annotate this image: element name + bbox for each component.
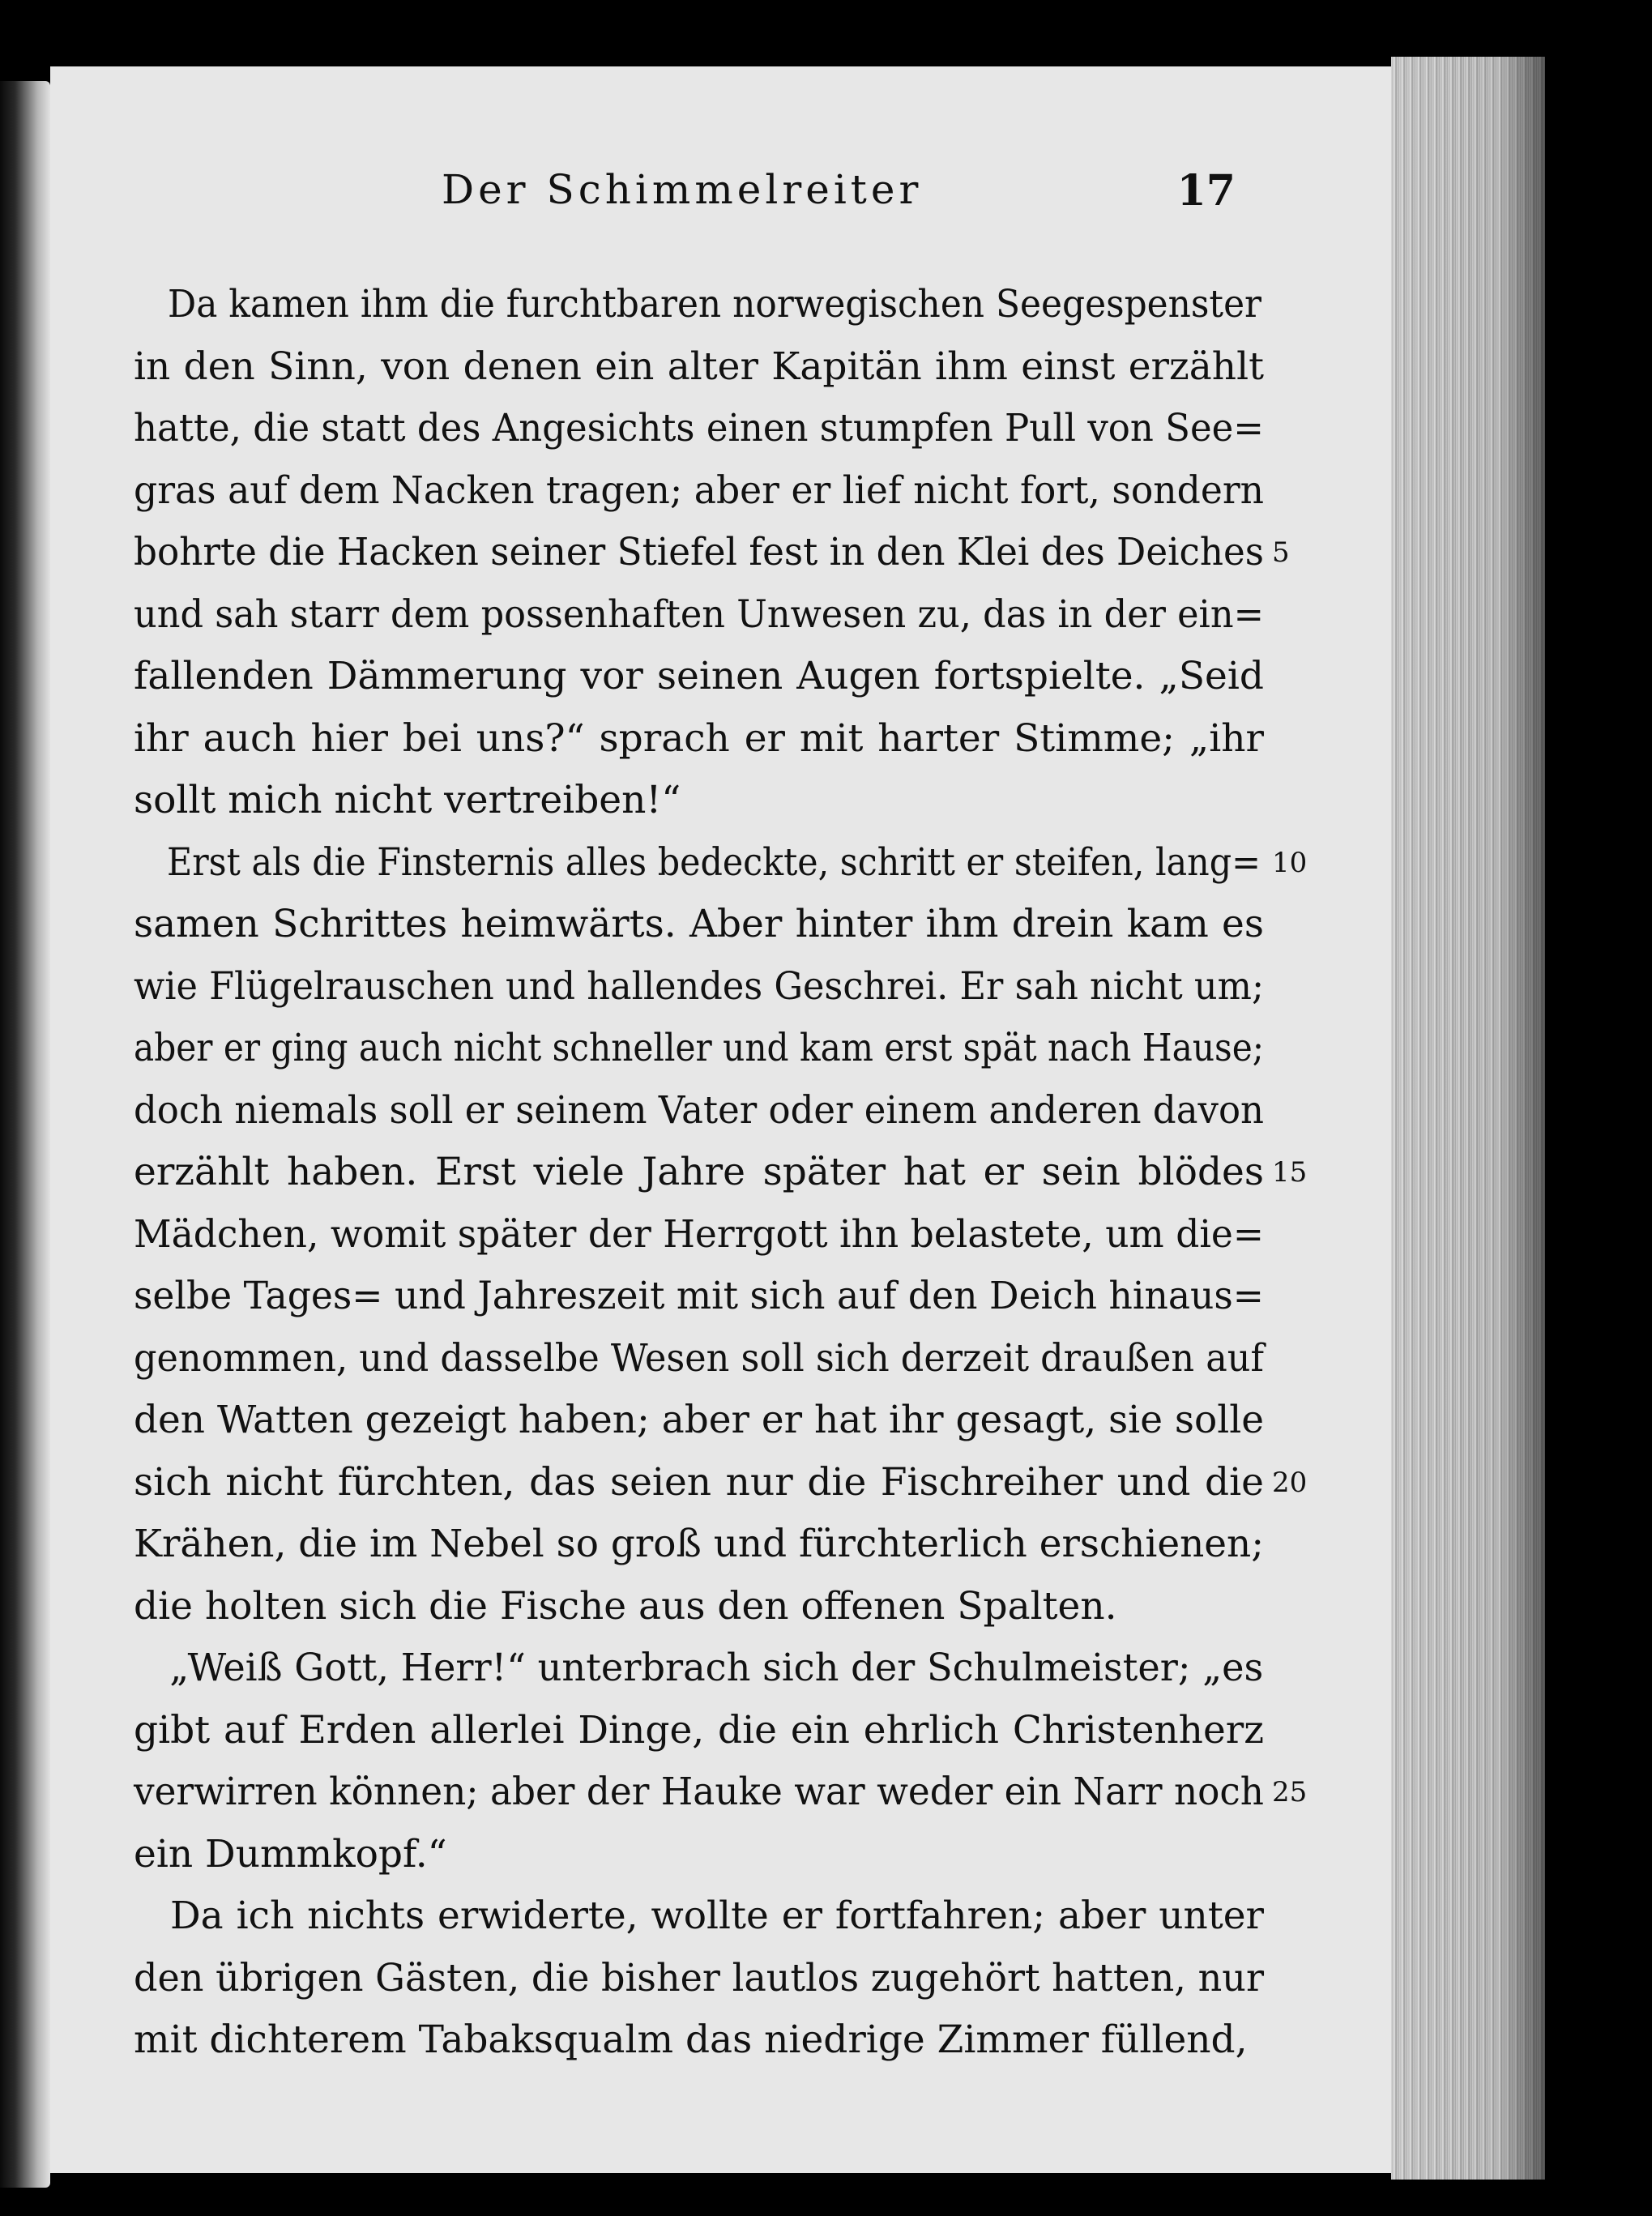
body-text [134,274,1308,2072]
line-number: 25 [1272,1776,1308,1808]
text-line [134,894,1264,956]
line-text: samen Schrittes heimwärts. Aber hinter ihm drein kam es [134,902,1264,946]
text-line [134,1885,1264,1948]
line-text: hatte, die statt des Angesichts einen stumpfen Pull von See= [134,406,1264,450]
text-line [134,832,1264,895]
line-text: Da kamen ihm die furchtbaren norwegischen Seegespenster [168,282,1262,327]
text-line [134,1266,1264,1328]
text-line [134,1452,1264,1514]
text-line [134,522,1264,584]
line-number: 15 [1272,1156,1308,1189]
page-block-edge [1391,57,1545,2180]
text-line [134,1328,1264,1390]
line-text: selbe Tages= und Jahreszeit mit sich auf den Deich hinaus= [134,1274,1264,1318]
line-text: doch niemals soll er seinem Vater oder einem anderen davon [134,1087,1264,1133]
text-line [134,1637,1264,1700]
text-line [134,398,1264,460]
page-header [442,166,1236,231]
line-text: erzählt haben. Erst viele Jahre später hat er sein blödes [134,1150,1264,1194]
text-line [134,1390,1264,1452]
text-line [134,336,1264,399]
line-text: verwirren können; aber der Hauke war weder ein Narr noch [134,1770,1264,1814]
line-text: in den Sinn, von denen ein alter Kapitän ihm einst erzählt [134,344,1264,389]
line-text: den Watten gezeigt haben; aber er hat ihr gesagt, sie solle [134,1398,1264,1442]
line-text: mit dichterem Tabaksqualm das niedrige Zimmer füllend, [134,2017,1248,2062]
line-text: „Weiß Gott, Herr!“ unterbrach sich der Schulmeister; „es [169,1646,1264,1690]
text-line [134,1080,1264,1142]
text-line [134,1142,1264,1204]
text-line [134,646,1264,708]
line-text: Mädchen, womit später der Herrgott ihn belastete, um die= [134,1211,1264,1257]
line-text: Erst als die Finsternis alles bedeckte, schritt er steifen, lang= [166,839,1261,885]
text-line [134,1576,1264,1638]
line-text: aber er ging auch nicht schneller und kam erst spät nach Hause; [134,1026,1264,1070]
text-line [134,956,1264,1018]
line-text: gibt auf Erden allerlei Dinge, die ein ehrlich Christenherz [134,1707,1264,1753]
text-line [134,1514,1264,1576]
line-number: 5 [1272,536,1290,569]
line-number: 20 [1272,1466,1308,1499]
line-text: Krähen, die im Nebel so groß und fürchterlich erschienen; [134,1522,1264,1566]
line-text: genommen, und dasselbe Wesen soll sich derzeit draußen auf [134,1335,1264,1381]
line-text: die holten sich die Fische aus den offenen Spalten. [134,1583,1117,1629]
line-text: ein Dummkopf.“ [134,1831,447,1877]
adjacent-page-edge [0,81,50,2188]
text-line [134,770,1264,832]
page-number: 17 [1176,166,1236,216]
line-text: Da ich nichts erwiderte, wollte er fortfahren; aber unter [170,1894,1264,1938]
text-line [134,460,1264,523]
line-text: sollt mich nicht vertreiben!“ [134,778,681,822]
text-line [134,1824,1264,1886]
line-number: 10 [1272,846,1308,879]
text-line [134,584,1264,647]
text-line [134,1761,1264,1824]
line-text: den übrigen Gästen, die bisher lautlos zugehört hatten, nur [134,1955,1264,2000]
line-text: fallenden Dämmerung vor seinen Augen fortspielte. „Seid [134,654,1264,698]
text-line [134,1948,1264,2010]
line-text: und sah starr dem possenhaften Unwesen zu, das in der ein= [134,591,1264,637]
line-text: wie Flügelrauschen und hallendes Geschrei. Er sah nicht um; [134,963,1264,1009]
text-line [134,1018,1264,1080]
text-line [134,1700,1264,1762]
text-line [134,2009,1264,2072]
line-text: ihr auch hier bei uns?“ sprach er mit harter Stimme; „ihr [134,715,1264,761]
line-text: gras auf dem Nacken tragen; aber er lief nicht fort, sondern [134,468,1264,513]
line-text: sich nicht fürchten, das seien nur die Fischreiher und die [134,1459,1264,1505]
text-line [134,274,1264,336]
running-title: Der Schimmelreiter [442,166,923,213]
text-line [134,1204,1264,1266]
line-text: bohrte die Hacken seiner Stiefel fest in den Klei des Deiches [134,530,1264,574]
text-line [134,708,1264,771]
